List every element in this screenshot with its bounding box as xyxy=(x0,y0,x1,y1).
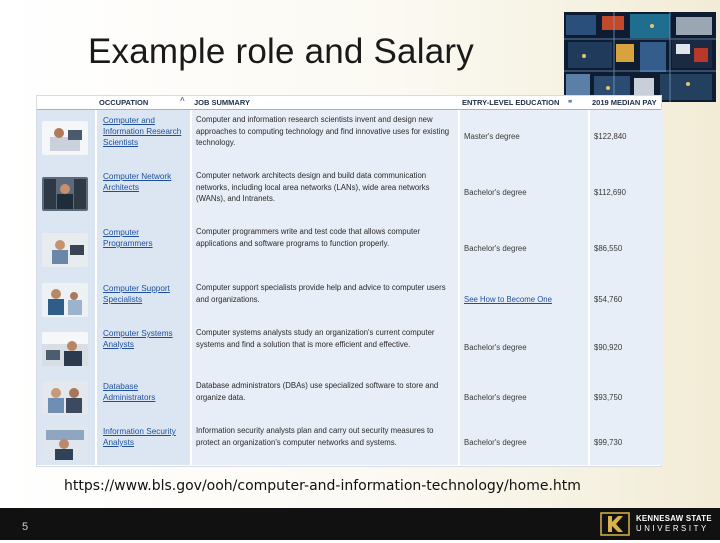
table-header xyxy=(37,96,661,110)
job-summary: Database administrators (DBAs) use specialized software to store and organize data. xyxy=(196,381,439,402)
occupation-table xyxy=(36,95,662,467)
slide-number: 5 xyxy=(22,521,29,533)
table-row xyxy=(37,421,661,465)
database-admin-photo-icon xyxy=(42,381,88,415)
slide-footer xyxy=(0,508,720,540)
scientist-photo-icon xyxy=(42,121,88,155)
median-pay: $90,920 xyxy=(594,343,623,352)
table-row xyxy=(37,323,661,378)
source-url[interactable]: https://www.bls.gov/ooh/computer-and-information-technology/home.htm xyxy=(64,478,581,494)
median-pay: $93,750 xyxy=(594,393,623,402)
table-row xyxy=(37,110,661,168)
table-row xyxy=(37,278,661,325)
occupation-link[interactable]: Computer Programmers xyxy=(103,228,153,248)
entry-education: Bachelor's degree xyxy=(464,343,527,352)
how-to-become-link[interactable]: See How to Become One xyxy=(464,295,552,304)
security-analyst-photo-icon xyxy=(42,426,88,460)
job-summary: Computer network architects design and build data communication networks, including local area networks (LANs), wide area networks (WANs), and Intranets. xyxy=(196,171,430,204)
table-row xyxy=(37,222,661,280)
job-summary: Computer programmers write and test code that allows computer applications and software programs to function properly. xyxy=(196,227,421,248)
header-occupation[interactable]: OCCUPATION xyxy=(99,98,149,107)
logo-name: KENNESAW STATE xyxy=(636,514,712,523)
entry-education: Bachelor's degree xyxy=(464,393,527,402)
job-summary: Computer and information research scientists invent and design new approaches to computing technology and find innovative uses for existing technology. xyxy=(196,115,450,148)
entry-education: Bachelor's degree xyxy=(464,244,527,253)
occupation-link[interactable]: Computer Network Architects xyxy=(103,172,172,192)
table-row xyxy=(37,166,661,224)
job-summary: Computer support specialists provide help and advice to computer users and organizations. xyxy=(196,283,446,304)
chain-link-icon[interactable]: ⚭ xyxy=(567,97,574,106)
entry-education: Bachelor's degree xyxy=(464,438,527,447)
slide-title: Example role and Salary xyxy=(88,32,474,71)
job-summary: Information security analysts plan and carry out security measures to protect an organization's computer networks and systems. xyxy=(196,426,434,447)
support-specialist-photo-icon xyxy=(42,283,88,317)
median-pay: $99,730 xyxy=(594,438,623,447)
median-pay: $86,550 xyxy=(594,244,623,253)
occupation-link[interactable]: Computer Support Specialists xyxy=(103,284,170,304)
occupation-link[interactable]: Information Security Analysts xyxy=(103,427,176,447)
table-row xyxy=(37,376,661,423)
median-pay: $122,840 xyxy=(594,132,627,141)
header-median-pay[interactable]: 2019 MEDIAN PAY xyxy=(592,98,657,107)
header-job-summary[interactable]: JOB SUMMARY xyxy=(194,98,250,107)
systems-analyst-photo-icon xyxy=(42,332,88,366)
occupation-link[interactable]: Computer Systems Analysts xyxy=(103,329,173,349)
logo-subname: UNIVERSITY xyxy=(636,524,709,533)
job-summary: Computer systems analysts study an organization's current computer systems and find a solution that is more efficient and effective. xyxy=(196,328,435,349)
programmer-photo-icon xyxy=(42,233,88,267)
circuit-board-image xyxy=(564,12,716,102)
header-education[interactable]: ENTRY-LEVEL EDUCATION xyxy=(462,98,560,107)
ksu-logo-icon xyxy=(600,510,630,538)
entry-education: Bachelor's degree xyxy=(464,188,527,197)
sort-caret-icon[interactable]: ^ xyxy=(180,96,185,105)
entry-education: Master's degree xyxy=(464,132,520,141)
median-pay: $112,690 xyxy=(594,188,626,197)
median-pay: $54,760 xyxy=(594,295,623,304)
network-architect-photo-icon xyxy=(42,177,88,211)
occupation-link[interactable]: Computer and Information Research Scientists xyxy=(103,116,182,147)
occupation-link[interactable]: Database Administrators xyxy=(103,382,156,402)
